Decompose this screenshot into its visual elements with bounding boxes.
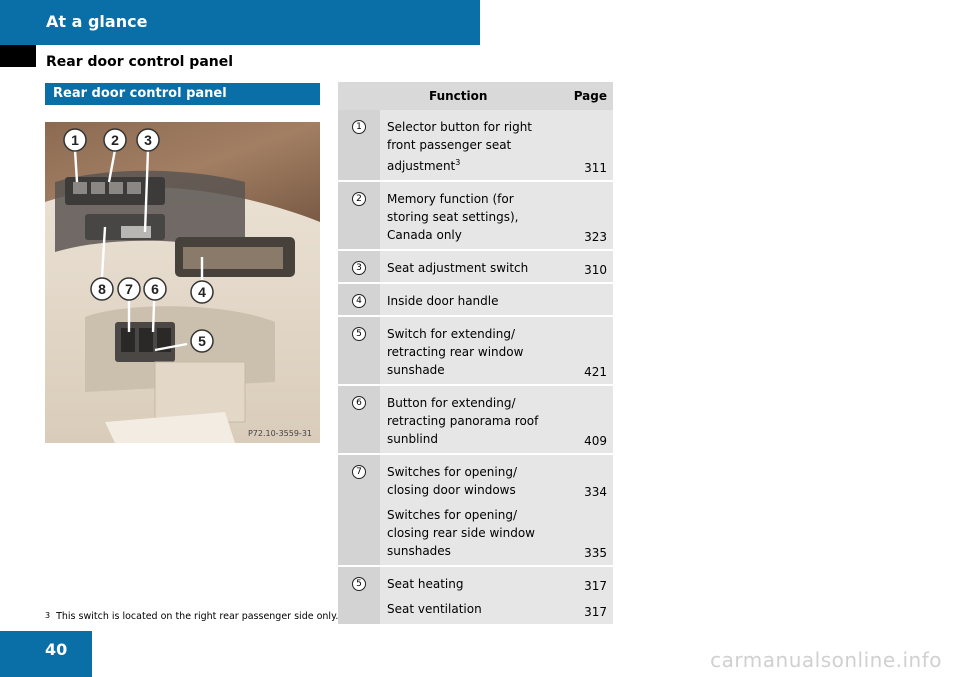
page-ref[interactable]: 317 bbox=[561, 598, 613, 624]
function-text: Seat heating bbox=[380, 567, 561, 598]
callout-number: 6 bbox=[352, 396, 366, 410]
header-page: Page bbox=[561, 82, 613, 110]
function-table bbox=[338, 82, 613, 624]
function-text: Switch for extending/ retracting rear window sunshade bbox=[380, 317, 561, 386]
callout-2: 2 bbox=[111, 132, 119, 148]
callout-number bbox=[338, 504, 380, 567]
table-row bbox=[338, 455, 613, 504]
function-text: Switches for opening/ closing door windows bbox=[380, 455, 561, 504]
function-text: Inside door handle bbox=[380, 284, 561, 317]
callout-number: 1 bbox=[352, 120, 366, 134]
table-row bbox=[338, 504, 613, 567]
callout-number: 5 bbox=[352, 577, 366, 591]
page-ref[interactable]: 323 bbox=[561, 182, 613, 251]
callout-1: 1 bbox=[71, 132, 79, 148]
section-marker bbox=[0, 45, 36, 67]
table-row bbox=[338, 386, 613, 455]
page-ref[interactable]: 311 bbox=[561, 110, 613, 182]
callout-6: 6 bbox=[151, 281, 159, 297]
chapter-title: At a glance bbox=[46, 12, 148, 31]
door-panel-photo bbox=[45, 122, 320, 443]
callout-number: 5 bbox=[352, 327, 366, 341]
footnote-ref[interactable]: 3 bbox=[455, 158, 461, 167]
callout-number: 2 bbox=[352, 192, 366, 206]
page-ref[interactable]: 409 bbox=[561, 386, 613, 455]
page-ref bbox=[561, 284, 613, 317]
table-row bbox=[338, 251, 613, 284]
header-number bbox=[338, 82, 380, 110]
header-function: Function bbox=[380, 82, 561, 110]
page-ref[interactable]: 421 bbox=[561, 317, 613, 386]
callout-number: 7 bbox=[352, 465, 366, 479]
image-code: P72.10-3559-31 bbox=[247, 429, 312, 438]
callout-5: 5 bbox=[198, 333, 206, 349]
page-ref[interactable]: 335 bbox=[561, 504, 613, 567]
footnote-text: This switch is located on the right rear passenger side only. bbox=[56, 611, 339, 622]
function-text: Seat ventilation bbox=[380, 598, 561, 624]
figure-caption: Rear door control panel bbox=[45, 83, 320, 105]
page-ref[interactable]: 334 bbox=[561, 455, 613, 504]
function-text: Button for extending/ retracting panorama roof sunblind bbox=[380, 386, 561, 455]
callout-number bbox=[338, 598, 380, 624]
function-text: Switches for opening/ closing rear side window sunshades bbox=[380, 504, 561, 567]
footnote-mark: 3 bbox=[45, 611, 51, 620]
table-row bbox=[338, 598, 613, 624]
footnote bbox=[45, 611, 338, 622]
watermark: carmanualsonline.info bbox=[710, 648, 942, 672]
page-ref[interactable]: 317 bbox=[561, 567, 613, 598]
page-ref[interactable]: 310 bbox=[561, 251, 613, 284]
table-row bbox=[338, 317, 613, 386]
page-number: 40 bbox=[45, 640, 68, 659]
table-row bbox=[338, 284, 613, 317]
table-row bbox=[338, 182, 613, 251]
section-heading: Rear door control panel bbox=[46, 54, 234, 70]
callout-7: 7 bbox=[125, 281, 133, 297]
function-text: Memory function (for storing seat settings), Canada only bbox=[380, 182, 561, 251]
function-text: Selector button for right front passenger seat adjustment bbox=[387, 120, 533, 173]
callout-number: 3 bbox=[352, 261, 366, 275]
callout-8: 8 bbox=[98, 281, 106, 297]
table-row bbox=[338, 110, 613, 182]
callout-3: 3 bbox=[144, 132, 152, 148]
callout-4: 4 bbox=[198, 284, 206, 300]
callout-number: 4 bbox=[352, 294, 366, 308]
table-row bbox=[338, 567, 613, 598]
function-text: Seat adjustment switch bbox=[380, 251, 561, 284]
